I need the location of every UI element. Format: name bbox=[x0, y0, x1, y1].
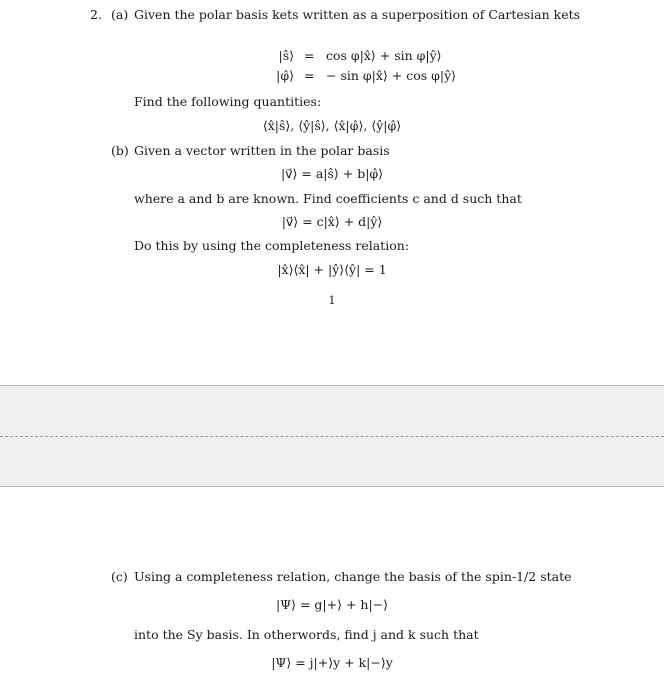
part-b-text-coefficients: where a and b are known. Find coefficients c and d such that bbox=[134, 191, 522, 206]
equation-rhs: cos φ|x̂⟩ + sin φ|ŷ⟩ bbox=[326, 48, 442, 63]
equation-rhs: − sin φ|x̂⟩ + cos φ|ŷ⟩ bbox=[326, 68, 457, 83]
part-b-completeness-relation: |x̂⟩⟨x̂| + |ŷ⟩⟨ŷ| = 1 bbox=[277, 262, 387, 277]
page-break-line bbox=[0, 436, 664, 437]
part-b-equation-cartesian: |v⃗⟩ = c|x̂⟩ + d|ŷ⟩ bbox=[281, 214, 383, 229]
problem-number: 2. bbox=[90, 7, 102, 22]
document-page-2 bbox=[0, 487, 664, 685]
part-c-text-sy-basis: into the Sy basis. In otherwords, find j and k such that bbox=[134, 627, 479, 642]
part-a-quantities: ⟨x̂|ŝ⟩, ⟨ŷ|ŝ⟩, ⟨x̂|φ̂⟩, ⟨ŷ|φ̂⟩ bbox=[262, 118, 402, 133]
page-number: 1 bbox=[328, 294, 336, 307]
part-b-prompt: Given a vector written in the polar basis bbox=[134, 143, 390, 158]
part-b-equation-polar: |v⃗⟩ = a|ŝ⟩ + b|φ̂⟩ bbox=[280, 166, 384, 181]
part-a-find-text: Find the following quantities: bbox=[134, 94, 322, 109]
equation-relation: = bbox=[304, 68, 315, 83]
part-c-sy-state: |Ψ⟩ = j|+⟩y + k|−⟩y bbox=[271, 655, 393, 670]
part-c-prompt: Using a completeness relation, change the basis of the spin-1/2 state bbox=[134, 569, 572, 584]
page-gap bbox=[0, 385, 664, 487]
part-a-prompt: Given the polar basis kets written as a superposition of Cartesian kets bbox=[134, 7, 581, 22]
part-b-label: (b) bbox=[111, 143, 129, 158]
part-c-spin-state: |Ψ⟩ = g|+⟩ + h|−⟩ bbox=[275, 597, 389, 612]
equation-relation: = bbox=[304, 48, 315, 63]
part-a-label: (a) bbox=[111, 7, 129, 22]
part-b-text-completeness: Do this by using the completeness relation: bbox=[134, 238, 410, 253]
equation-lhs: |φ̂⟩ bbox=[276, 68, 294, 83]
equation-lhs: |ŝ⟩ bbox=[278, 48, 294, 63]
part-c-label: (c) bbox=[111, 569, 128, 584]
